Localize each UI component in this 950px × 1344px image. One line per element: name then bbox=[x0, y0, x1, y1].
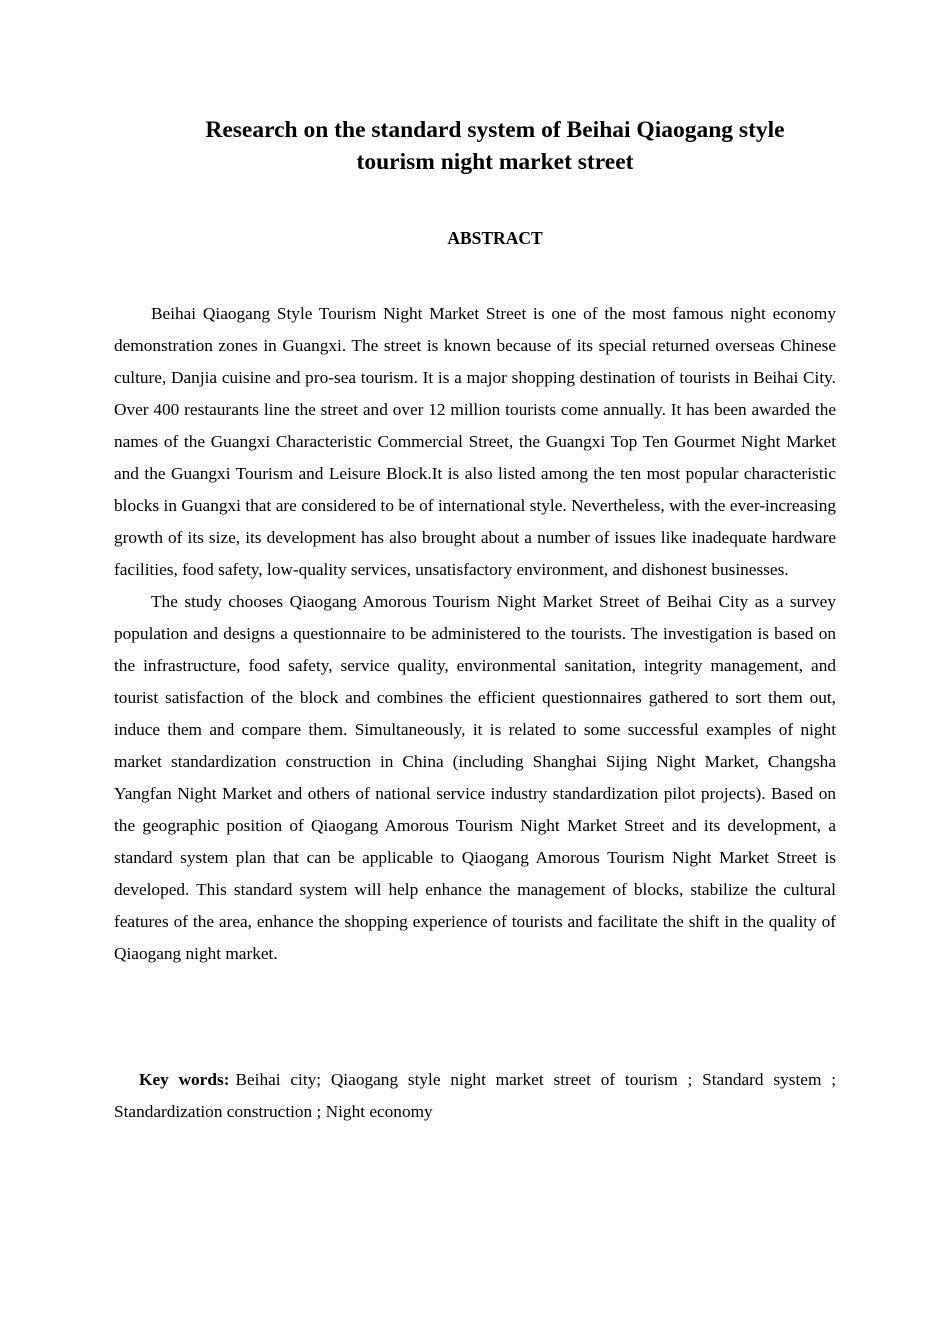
title-line-2: tourism night market street bbox=[356, 149, 634, 175]
title-line-1: Research on the standard system of Beihai Qiaogang style bbox=[205, 117, 785, 143]
abstract-paragraph-2: The study chooses Qiaogang Amorous Tourism Night Market Street of Beihai City as a survey population and designs a questionnaire to be administered to the tourists. The investigation is based on the infrastructure, food safety, service quality, environmental sanitation, integrity management, and tourist satisfaction of the block and combines the efficient questionnaires gathered to sort them out, induce them and compare them. Simultaneously, it is related to some successful examples of night market standardization construction in China (including Shanghai Sijing Night Market, Changsha Yangfan Night Market and others of national service industry standardization pilot projects). Based on the geographic position of Qiaogang Amorous Tourism Night Market Street and its development, a standard system plan that can be applicable to Qiaogang Amorous Tourism Night Market Street is developed. This standard system will help enhance the management of blocks, stabilize the cultural features of the area, enhance the shopping experience of tourists and facilitate the shift in the quality of Qiaogang night market. bbox=[114, 592, 836, 963]
keywords bbox=[114, 1064, 836, 1128]
abstract-body bbox=[114, 298, 836, 970]
keywords-text: Beihai city; Qiaogang style night market street of tourism ; Standard system ; Standardization construction ; Night economy bbox=[114, 1070, 836, 1121]
abstract-paragraph-1: Beihai Qiaogang Style Tourism Night Market Street is one of the most famous night economy demonstration zones in Guangxi. The street is known because of its special returned overseas Chinese culture, Danjia cuisine and pro-sea tourism. It is a major shopping destination of tourists in Beihai City. Over 400 restaurants line the street and over 12 million tourists come annually. It has been awarded the names of the Guangxi Characteristic Commercial Street, the Guangxi Top Ten Gourmet Night Market and the Guangxi Tourism and Leisure Block.It is also listed among the ten most popular characteristic blocks in Guangxi that are considered to be of international style. Nevertheless, with the ever-increasing growth of its size, its development has also brought about a number of issues like inadequate hardware facilities, food safety, low-quality services, unsatisfactory environment, and dishonest businesses. bbox=[114, 304, 836, 579]
abstract-heading: ABSTRACT bbox=[447, 228, 543, 248]
keywords-label: Key words: bbox=[139, 1070, 230, 1089]
document-title bbox=[120, 114, 870, 178]
